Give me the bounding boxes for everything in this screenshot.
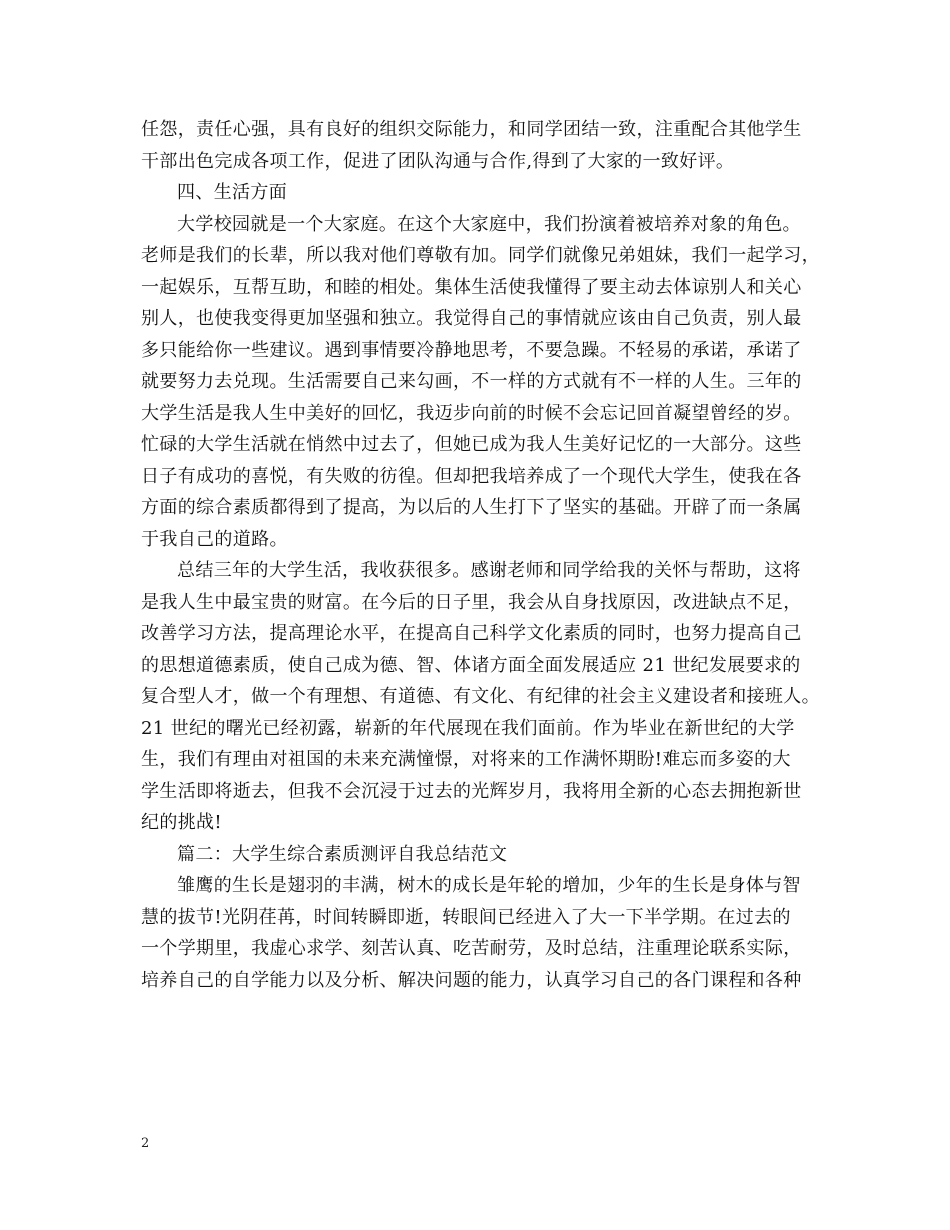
text-line: 方面的综合素质都得到了提高，为以后的人生打下了坚实的基础。开辟了而一条属 (141, 497, 802, 518)
text-line: 日子有成功的喜悦，有失败的彷徨。但却把我培养成了一个现代大学生，使我在各 (141, 465, 802, 487)
text-line: 是我人生中最宝贵的财富。在今后的日子里，我会从自身找原因，改进缺点不足， (141, 591, 802, 613)
text-line: 生，我们有理由对祖国的未来充满憧憬，对将来的工作满怀期盼!难忘而多姿的大 (141, 749, 791, 770)
text-line: 纪的挑战! (141, 812, 222, 833)
text-line: 的思想道德素质，使自己成为德、智、体诸方面全面发展适应 21 世纪发展要求的 (141, 654, 801, 676)
page-number: 2 (141, 1136, 150, 1151)
text-line: 雏鹰的生长是翅羽的丰满，树木的成长是年轮的增加，少年的生长是身体与智 (177, 875, 801, 896)
text-line: 总结三年的大学生活，我收获很多。感谢老师和同学给我的关怀与帮助，这将 (177, 560, 801, 581)
text-line: 大学生活是我人生中美好的回忆，我迈步向前的时候不会忘记回首凝望曾经的岁。 (141, 402, 802, 424)
text-line: 改善学习方法，提高理论水平，在提高自己科学文化素质的同时，也努力提高自己 (141, 623, 802, 644)
text-line: 四、生活方面 (177, 182, 288, 203)
text-line: 篇二：大学生综合素质测评自我总结范文 (177, 843, 508, 865)
text-line: 老师是我们的长辈，所以我对他们尊敬有加。同学们就像兄弟姐妹，我们一起学习， (141, 245, 820, 266)
text-line: 慧的拔节!光阴荏苒，时间转瞬即逝，转眼间已经进入了大一下半学期。在过去的 (141, 906, 791, 928)
text-line: 一起娱乐，互帮互助，和睦的相处。集体生活使我懂得了要主动去体谅别人和关心 (141, 276, 802, 298)
text-line: 培养自己的自学能力以及分析、解决问题的能力，认真学习自己的各门课程和各种 (141, 969, 802, 991)
text-line: 于我自己的道路。 (141, 528, 288, 550)
text-line: 忙碌的大学生活就在悄然中过去了，但她已成为我人生美好记忆的一大部分。这些 (141, 434, 802, 455)
text-line: 复合型人才，做一个有理想、有道德、有文化、有纪律的社会主义建设者和接班人。 (141, 686, 820, 707)
text-line: 大学校园就是一个大家庭。在这个大家庭中，我们扮演着被培养对象的角色。 (177, 213, 801, 235)
text-line: 学生活即将逝去，但我不会沉浸于过去的光辉岁月，我将用全新的心态去拥抱新世 (141, 780, 802, 802)
text-line: 干部出色完成各项工作，促进了团队沟通与合作,得到了大家的一致好评。 (141, 150, 735, 172)
text-line: 任怨，责任心强，具有良好的组织交际能力，和同学团结一致，注重配合其他学生 (141, 119, 802, 140)
document-body (141, 114, 820, 996)
text-line: 一个学期里，我虚心求学、刻苦认真、吃苦耐劳，及时总结，注重理论联系实际， (141, 938, 802, 959)
text-line: 多只能给你一些建议。遇到事情要冷静地思考，不要急躁。不轻易的承诺，承诺了 (141, 339, 802, 361)
text-line: 21 世纪的曙光已经初露，崭新的年代展现在我们面前。作为毕业在新世纪的大学 (141, 717, 795, 739)
text-line: 别人，也使我变得更加坚强和独立。我觉得自己的事情就应该由自己负责，别人最 (141, 308, 802, 329)
text-line: 就要努力去兑现。生活需要自己来勾画，不一样的方式就有不一样的人生。三年的 (141, 371, 802, 392)
